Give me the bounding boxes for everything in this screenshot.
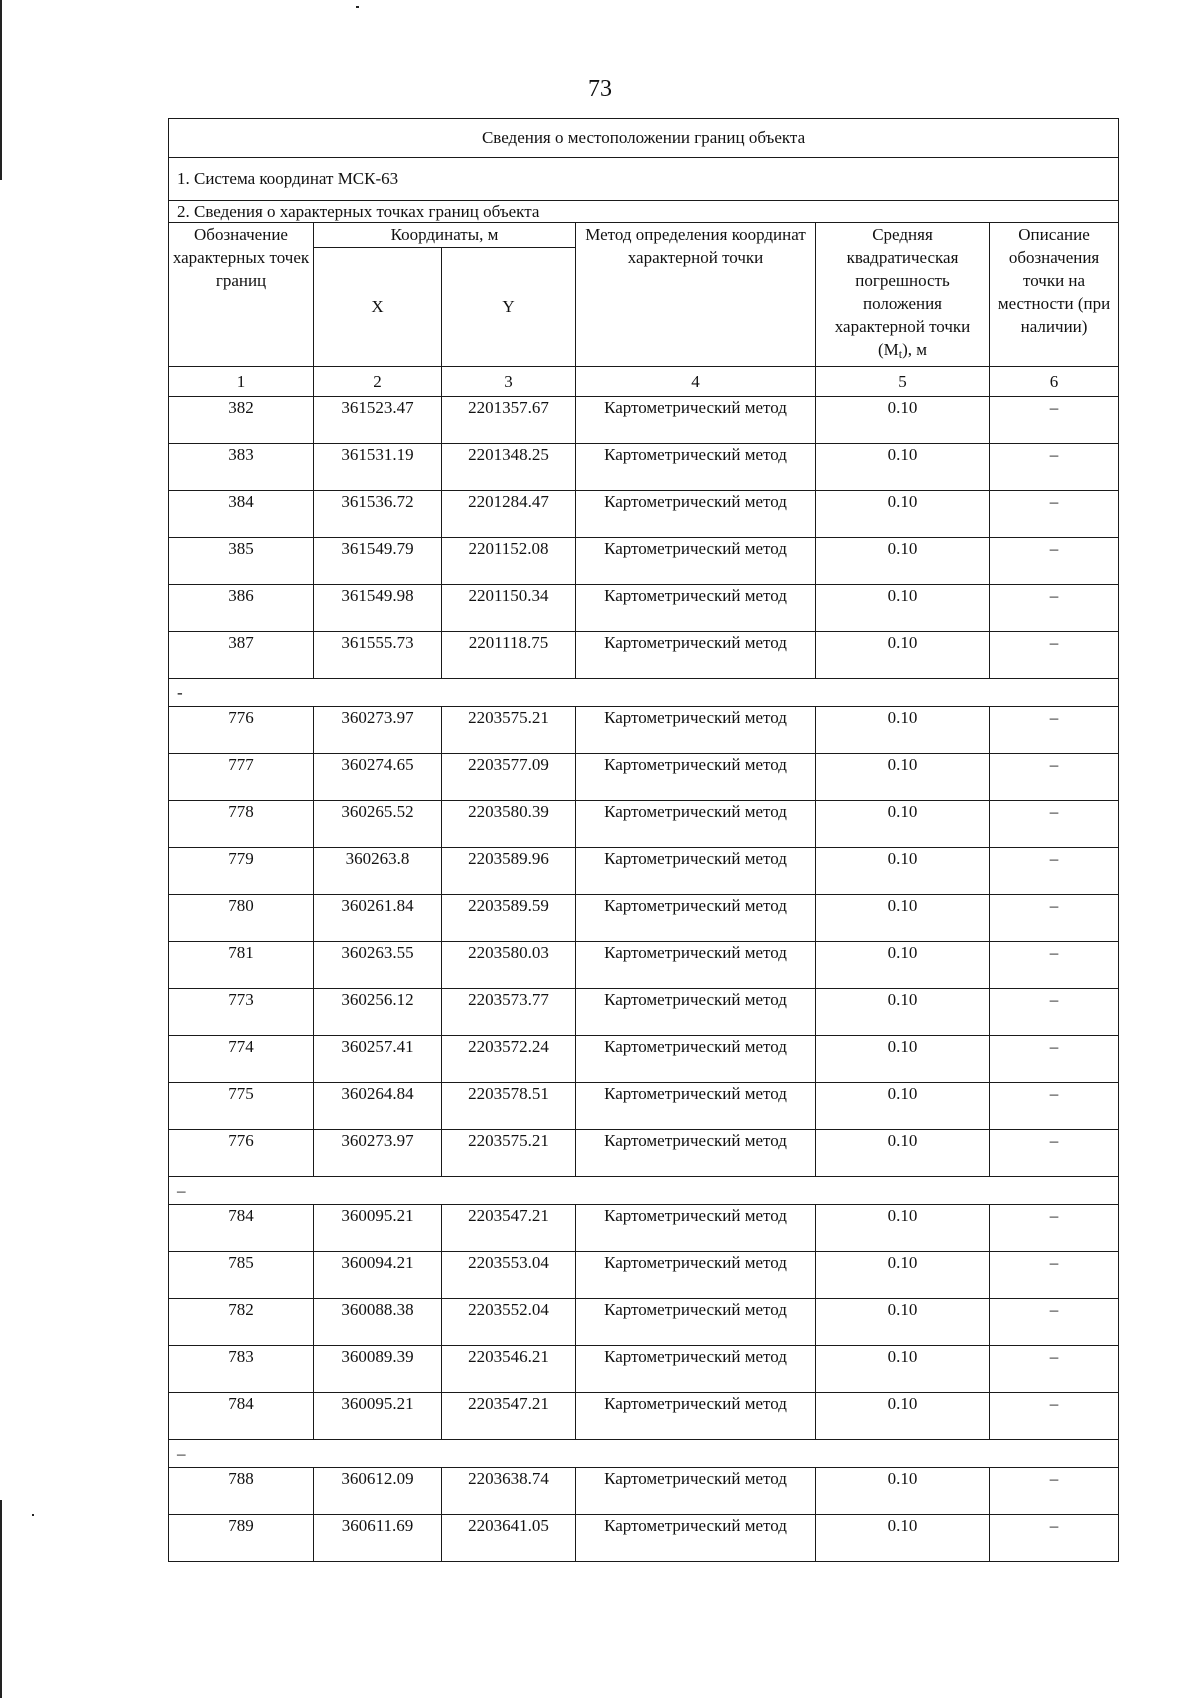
y-cell: 2203553.04 (442, 1252, 576, 1299)
error-cell: 0.10 (816, 989, 990, 1036)
table-row (169, 707, 1119, 754)
x-cell: 360089.39 (314, 1346, 442, 1393)
error-cell: 0.10 (816, 848, 990, 895)
header-description: Описание обозначения точки на местности (при наличии) (990, 223, 1119, 367)
table-row (169, 1083, 1119, 1130)
point-cell: 386 (169, 585, 314, 632)
description-cell: – (990, 1515, 1119, 1562)
column-number: 4 (576, 367, 816, 397)
scan-speck (356, 6, 359, 8)
point-cell: 783 (169, 1346, 314, 1393)
table-row (169, 1130, 1119, 1177)
x-cell: 360257.41 (314, 1036, 442, 1083)
y-cell: 2201118.75 (442, 632, 576, 679)
point-cell: 781 (169, 942, 314, 989)
description-cell: – (990, 895, 1119, 942)
table-row (169, 801, 1119, 848)
y-cell: 2203638.74 (442, 1468, 576, 1515)
x-cell: 361549.79 (314, 538, 442, 585)
y-cell: 2203577.09 (442, 754, 576, 801)
x-cell: 360256.12 (314, 989, 442, 1036)
method-cell: Картометрический метод (576, 754, 816, 801)
x-cell: 360264.84 (314, 1083, 442, 1130)
description-cell: – (990, 1346, 1119, 1393)
header-y: Y (442, 247, 576, 366)
method-cell: Картометрический метод (576, 989, 816, 1036)
method-cell: Картометрический метод (576, 1515, 816, 1562)
description-cell: – (990, 585, 1119, 632)
header-x: X (314, 247, 442, 366)
table-title: Сведения о местоположении границ объекта (169, 119, 1119, 158)
group-separator-row (169, 1440, 1119, 1468)
y-cell: 2203589.59 (442, 895, 576, 942)
method-cell: Картометрический метод (576, 1252, 816, 1299)
x-cell: 361523.47 (314, 397, 442, 444)
table-row (169, 585, 1119, 632)
y-cell: 2203572.24 (442, 1036, 576, 1083)
header-designation: Обозначение характерных точек границ (169, 223, 314, 367)
point-cell: 785 (169, 1252, 314, 1299)
error-cell: 0.10 (816, 1299, 990, 1346)
method-cell: Картометрический метод (576, 444, 816, 491)
x-cell: 360273.97 (314, 1130, 442, 1177)
x-cell: 360611.69 (314, 1515, 442, 1562)
error-cell: 0.10 (816, 1393, 990, 1440)
column-number: 6 (990, 367, 1119, 397)
error-cell: 0.10 (816, 754, 990, 801)
coordinate-system: 1. Система координат МСК-63 (169, 158, 1119, 201)
x-cell: 360094.21 (314, 1252, 442, 1299)
point-cell: 779 (169, 848, 314, 895)
error-cell: 0.10 (816, 397, 990, 444)
method-cell: Картометрический метод (576, 538, 816, 585)
group-separator: – (169, 1177, 1119, 1205)
error-cell: 0.10 (816, 1083, 990, 1130)
table-row (169, 848, 1119, 895)
header-method: Метод определения координат характерной точки (576, 223, 816, 367)
table-row (169, 397, 1119, 444)
boundary-points-table (168, 118, 1119, 1562)
y-cell: 2203578.51 (442, 1083, 576, 1130)
point-cell: 784 (169, 1205, 314, 1252)
method-cell: Картометрический метод (576, 1036, 816, 1083)
method-cell: Картометрический метод (576, 707, 816, 754)
points-heading: 2. Сведения о характерных точках границ объекта (169, 201, 1119, 223)
point-cell: 782 (169, 1299, 314, 1346)
error-cell: 0.10 (816, 942, 990, 989)
y-cell: 2203580.39 (442, 801, 576, 848)
description-cell: – (990, 848, 1119, 895)
table-row (169, 1252, 1119, 1299)
table-row (169, 1036, 1119, 1083)
x-cell: 360263.8 (314, 848, 442, 895)
y-cell: 2201284.47 (442, 491, 576, 538)
x-cell: 360273.97 (314, 707, 442, 754)
table-row (169, 1299, 1119, 1346)
column-number: 5 (816, 367, 990, 397)
table-row (169, 754, 1119, 801)
table-row (169, 1393, 1119, 1440)
y-cell: 2203552.04 (442, 1299, 576, 1346)
y-cell: 2203575.21 (442, 707, 576, 754)
y-cell: 2203573.77 (442, 989, 576, 1036)
x-cell: 361549.98 (314, 585, 442, 632)
column-number: 2 (314, 367, 442, 397)
method-cell: Картометрический метод (576, 585, 816, 632)
description-cell: – (990, 1036, 1119, 1083)
point-cell: 776 (169, 707, 314, 754)
method-cell: Картометрический метод (576, 1346, 816, 1393)
method-cell: Картометрический метод (576, 942, 816, 989)
page-number: 73 (588, 76, 612, 102)
table-row (169, 1205, 1119, 1252)
method-cell: Картометрический метод (576, 848, 816, 895)
table-row (169, 444, 1119, 491)
column-number: 1 (169, 367, 314, 397)
point-cell: 775 (169, 1083, 314, 1130)
table-row (169, 989, 1119, 1036)
method-cell: Картометрический метод (576, 632, 816, 679)
header-error-sub: t (898, 347, 903, 361)
header-error-lead: Средняя квадратическая погрешность положения характерной точки (M (834, 225, 971, 359)
error-cell: 0.10 (816, 538, 990, 585)
header-error-tail: ), м (902, 340, 928, 359)
y-cell: 2203580.03 (442, 942, 576, 989)
y-cell: 2203575.21 (442, 1130, 576, 1177)
point-cell: 383 (169, 444, 314, 491)
table-row (169, 942, 1119, 989)
scan-edge-mark (0, 0, 2, 180)
point-cell: 777 (169, 754, 314, 801)
group-separator: – (169, 1440, 1119, 1468)
error-cell: 0.10 (816, 585, 990, 632)
x-cell: 360274.65 (314, 754, 442, 801)
description-cell: – (990, 707, 1119, 754)
table-row (169, 1468, 1119, 1515)
error-cell: 0.10 (816, 895, 990, 942)
x-cell: 360088.38 (314, 1299, 442, 1346)
table-row (169, 1346, 1119, 1393)
description-cell: – (990, 1393, 1119, 1440)
table-row (169, 538, 1119, 585)
error-cell: 0.10 (816, 1468, 990, 1515)
point-cell: 778 (169, 801, 314, 848)
y-cell: 2203547.21 (442, 1205, 576, 1252)
error-cell: 0.10 (816, 707, 990, 754)
y-cell: 2203641.05 (442, 1515, 576, 1562)
error-cell: 0.10 (816, 444, 990, 491)
column-number: 3 (442, 367, 576, 397)
point-cell: 788 (169, 1468, 314, 1515)
table-row (169, 491, 1119, 538)
group-separator-row (169, 1177, 1119, 1205)
point-cell: 384 (169, 491, 314, 538)
y-cell: 2201348.25 (442, 444, 576, 491)
error-cell: 0.10 (816, 1130, 990, 1177)
header-coordinates: Координаты, м (314, 223, 576, 248)
y-cell: 2203589.96 (442, 848, 576, 895)
y-cell: 2201357.67 (442, 397, 576, 444)
description-cell: – (990, 801, 1119, 848)
method-cell: Картометрический метод (576, 1130, 816, 1177)
point-cell: 382 (169, 397, 314, 444)
error-cell: 0.10 (816, 801, 990, 848)
table-row (169, 1515, 1119, 1562)
point-cell: 773 (169, 989, 314, 1036)
description-cell: – (990, 1299, 1119, 1346)
method-cell: Картометрический метод (576, 491, 816, 538)
point-cell: 774 (169, 1036, 314, 1083)
x-cell: 360261.84 (314, 895, 442, 942)
method-cell: Картометрический метод (576, 801, 816, 848)
error-cell: 0.10 (816, 632, 990, 679)
x-cell: 360612.09 (314, 1468, 442, 1515)
method-cell: Картометрический метод (576, 895, 816, 942)
description-cell: – (990, 538, 1119, 585)
description-cell: – (990, 1252, 1119, 1299)
x-cell: 361531.19 (314, 444, 442, 491)
group-separator-row (169, 679, 1119, 707)
method-cell: Картометрический метод (576, 1083, 816, 1130)
method-cell: Картометрический метод (576, 1299, 816, 1346)
x-cell: 360095.21 (314, 1393, 442, 1440)
description-cell: – (990, 491, 1119, 538)
method-cell: Картометрический метод (576, 1205, 816, 1252)
point-cell: 776 (169, 1130, 314, 1177)
table-row (169, 632, 1119, 679)
point-cell: 385 (169, 538, 314, 585)
x-cell: 360095.21 (314, 1205, 442, 1252)
description-cell: – (990, 1205, 1119, 1252)
error-cell: 0.10 (816, 1515, 990, 1562)
error-cell: 0.10 (816, 1346, 990, 1393)
x-cell: 361555.73 (314, 632, 442, 679)
y-cell: 2203547.21 (442, 1393, 576, 1440)
description-cell: – (990, 754, 1119, 801)
method-cell: Картометрический метод (576, 397, 816, 444)
description-cell: – (990, 989, 1119, 1036)
description-cell: – (990, 444, 1119, 491)
table-row (169, 895, 1119, 942)
point-cell: 784 (169, 1393, 314, 1440)
description-cell: – (990, 942, 1119, 989)
scan-edge-mark (0, 1500, 2, 1698)
description-cell: – (990, 632, 1119, 679)
header-error (816, 223, 990, 367)
x-cell: 360263.55 (314, 942, 442, 989)
y-cell: 2201152.08 (442, 538, 576, 585)
description-cell: – (990, 1130, 1119, 1177)
error-cell: 0.10 (816, 1252, 990, 1299)
point-cell: 789 (169, 1515, 314, 1562)
y-cell: 2203546.21 (442, 1346, 576, 1393)
error-cell: 0.10 (816, 1036, 990, 1083)
x-cell: 361536.72 (314, 491, 442, 538)
description-cell: – (990, 1083, 1119, 1130)
description-cell: – (990, 1468, 1119, 1515)
point-cell: 387 (169, 632, 314, 679)
y-cell: 2201150.34 (442, 585, 576, 632)
method-cell: Картометрический метод (576, 1468, 816, 1515)
point-cell: 780 (169, 895, 314, 942)
scan-speck (32, 1514, 34, 1516)
description-cell: – (990, 397, 1119, 444)
method-cell: Картометрический метод (576, 1393, 816, 1440)
error-cell: 0.10 (816, 491, 990, 538)
error-cell: 0.10 (816, 1205, 990, 1252)
x-cell: 360265.52 (314, 801, 442, 848)
group-separator: - (169, 679, 1119, 707)
